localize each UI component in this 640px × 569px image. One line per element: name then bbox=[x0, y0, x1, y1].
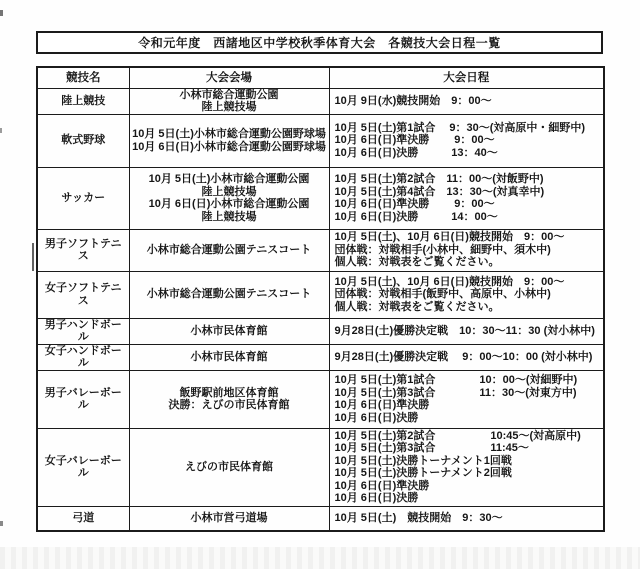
schedule-line: 10月 6日(日)準決勝 9：00～ bbox=[334, 134, 495, 147]
venue-cell bbox=[129, 370, 329, 428]
venue-line: 小林市総合運動公園テニスコート bbox=[146, 288, 312, 301]
header-venue: 大会会場 bbox=[129, 67, 329, 88]
schedule-line: 10月 6日(日)決勝 bbox=[334, 492, 419, 504]
venue-line: 10月 6日(日)小林市総合運動公園 bbox=[148, 198, 310, 210]
schedule-line: 10月 6日(日)決勝 13：40～ bbox=[334, 146, 498, 159]
schedule-line: 9月28日(土)優勝決定戦 10：30～11：30 (対小林中) bbox=[334, 324, 595, 337]
document-title-box bbox=[36, 31, 603, 54]
venue-cell bbox=[129, 428, 329, 506]
venue-cell bbox=[129, 114, 329, 167]
schedule-line: 10月 9日(水)競技開始 9：00～ bbox=[334, 94, 492, 107]
table-row bbox=[37, 428, 604, 506]
schedule-line: 10月 5日(土)第2試合 10:45～(対高原中) bbox=[334, 429, 581, 442]
competition-name-cell: 軟式野球 bbox=[37, 114, 129, 167]
schedule-cell bbox=[329, 506, 604, 531]
scan-noise-mark bbox=[0, 521, 3, 526]
venue-line: 小林市総合運動公園 bbox=[179, 88, 279, 101]
venue-cell bbox=[129, 88, 329, 114]
venue-cell bbox=[129, 344, 329, 370]
schedule-table bbox=[36, 66, 605, 532]
schedule-line: 10月 6日(日)決勝 bbox=[334, 411, 419, 424]
venue-cell bbox=[129, 271, 329, 318]
schedule-line: 個人戦：対戦表をご覧ください。 bbox=[334, 256, 500, 269]
schedule-line: 10月 5日(土)第1試合 10：00～(対細野中) bbox=[334, 374, 578, 386]
venue-line: 10月 6日(日)小林市総合運動公園野球場 bbox=[132, 140, 326, 153]
schedule-line: 10月 5日(土)、10月 6日(日)競技開始 9：00～ bbox=[334, 275, 565, 288]
header-schedule: 大会日程 bbox=[329, 67, 604, 88]
venue-line: えびの市民体育館 bbox=[185, 460, 273, 473]
venue-line: 陸上競技場 bbox=[201, 101, 257, 113]
venue-cell bbox=[129, 506, 329, 531]
competition-name-cell: 女子ソフトテニス bbox=[37, 271, 129, 318]
table-row bbox=[37, 344, 604, 370]
table-row bbox=[37, 370, 604, 428]
table-header-row bbox=[37, 67, 604, 88]
table-row bbox=[37, 229, 604, 271]
table-row bbox=[37, 167, 604, 229]
schedule-cell bbox=[329, 318, 604, 344]
venue-line: 決勝：えびの市民体育館 bbox=[168, 399, 290, 411]
competition-name-cell: 女子バレーボール bbox=[37, 428, 129, 506]
schedule-line: 10月 5日(土)、10月 6日(日)競技開始 9：00～ bbox=[334, 231, 565, 244]
venue-line: 陸上競技場 bbox=[201, 185, 257, 198]
schedule-line: 10月 6日(日)準決勝 bbox=[334, 399, 430, 411]
document-title: 令和元年度 西諸地区中学校秋季体育大会 各競技大会日程一覧 bbox=[138, 36, 501, 50]
scan-artifact-band bbox=[0, 547, 640, 569]
schedule-line: 10月 5日(土)第3試合 11：30～(対東方中) bbox=[334, 386, 577, 399]
schedule-line: 10月 5日(土)決勝トーナメント2回戦 bbox=[334, 467, 512, 479]
competition-name-cell: 男子ソフトテニス bbox=[37, 229, 129, 271]
schedule-line: 10月 5日(土) 競技開始 9：30～ bbox=[334, 512, 503, 524]
table-row bbox=[37, 114, 604, 167]
schedule-line: 10月 6日(日)準決勝 bbox=[334, 479, 430, 492]
schedule-line: 10月 5日(土)第4試合 13：30～(対真幸中) bbox=[334, 185, 545, 198]
scan-noise-mark bbox=[0, 10, 3, 16]
schedule-cell bbox=[329, 370, 604, 428]
schedule-line: 10月 5日(土)決勝トーナメント1回戦 bbox=[334, 454, 512, 467]
schedule-line: 団体戦：対戦相手(飯野中、高原中、小林中) bbox=[334, 288, 551, 301]
venue-line: 小林市総合運動公園テニスコート bbox=[146, 243, 312, 256]
competition-name-cell: 女子ハンドボール bbox=[37, 344, 129, 370]
competition-name-cell: 男子バレーボール bbox=[37, 370, 129, 428]
venue-line: 陸上競技場 bbox=[201, 210, 257, 223]
venue-line: 10月 5日(土)小林市総合運動公園 bbox=[148, 173, 310, 185]
schedule-line: 10月 6日(日)決勝 14：00～ bbox=[334, 210, 498, 223]
schedule-cell bbox=[329, 229, 604, 271]
schedule-cell bbox=[329, 344, 604, 370]
schedule-cell bbox=[329, 88, 604, 114]
scan-noise-mark bbox=[32, 243, 34, 271]
venue-cell bbox=[129, 229, 329, 271]
table-row bbox=[37, 271, 604, 318]
schedule-cell bbox=[329, 428, 604, 506]
venue-line: 小林市営弓道場 bbox=[190, 512, 268, 524]
competition-name-cell: 男子ハンドボール bbox=[37, 318, 129, 344]
table-row bbox=[37, 88, 604, 114]
schedule-cell bbox=[329, 114, 604, 167]
schedule-cell bbox=[329, 271, 604, 318]
venue-line: 10月 5日(土)小林市総合運動公園野球場 bbox=[132, 128, 326, 140]
competition-name-cell: 陸上競技 bbox=[37, 88, 129, 114]
competition-name-cell: サッカー bbox=[37, 167, 129, 229]
competition-name-cell: 弓道 bbox=[37, 506, 129, 531]
schedule-cell bbox=[329, 167, 604, 229]
venue-line: 飯野駅前地区体育館 bbox=[179, 386, 279, 399]
table-row bbox=[37, 506, 604, 531]
venue-line: 小林市民体育館 bbox=[190, 324, 268, 337]
schedule-line: 10月 5日(土)第1試合 9：30～(対高原中・細野中) bbox=[334, 121, 586, 134]
venue-line: 小林市民体育館 bbox=[190, 350, 268, 363]
table-row bbox=[37, 318, 604, 344]
schedule-line: 9月28日(土)優勝決定戦 9：00～10：00 (対小林中) bbox=[334, 350, 593, 363]
schedule-line: 10月 5日(土)第3試合 11:45～ bbox=[334, 442, 529, 454]
header-competition-name: 競技名 bbox=[37, 67, 129, 88]
venue-cell bbox=[129, 318, 329, 344]
schedule-line: 個人戦：対戦表をご覧ください。 bbox=[334, 300, 500, 313]
schedule-line: 団体戦：対戦相手(小林中、細野中、須木中) bbox=[334, 243, 551, 256]
scan-noise-mark bbox=[0, 128, 2, 133]
schedule-line: 10月 6日(日)準決勝 9：00～ bbox=[334, 198, 495, 210]
table-body bbox=[37, 88, 604, 531]
schedule-line: 10月 5日(土)第2試合 11：00～(対飯野中) bbox=[334, 173, 544, 185]
venue-cell bbox=[129, 167, 329, 229]
